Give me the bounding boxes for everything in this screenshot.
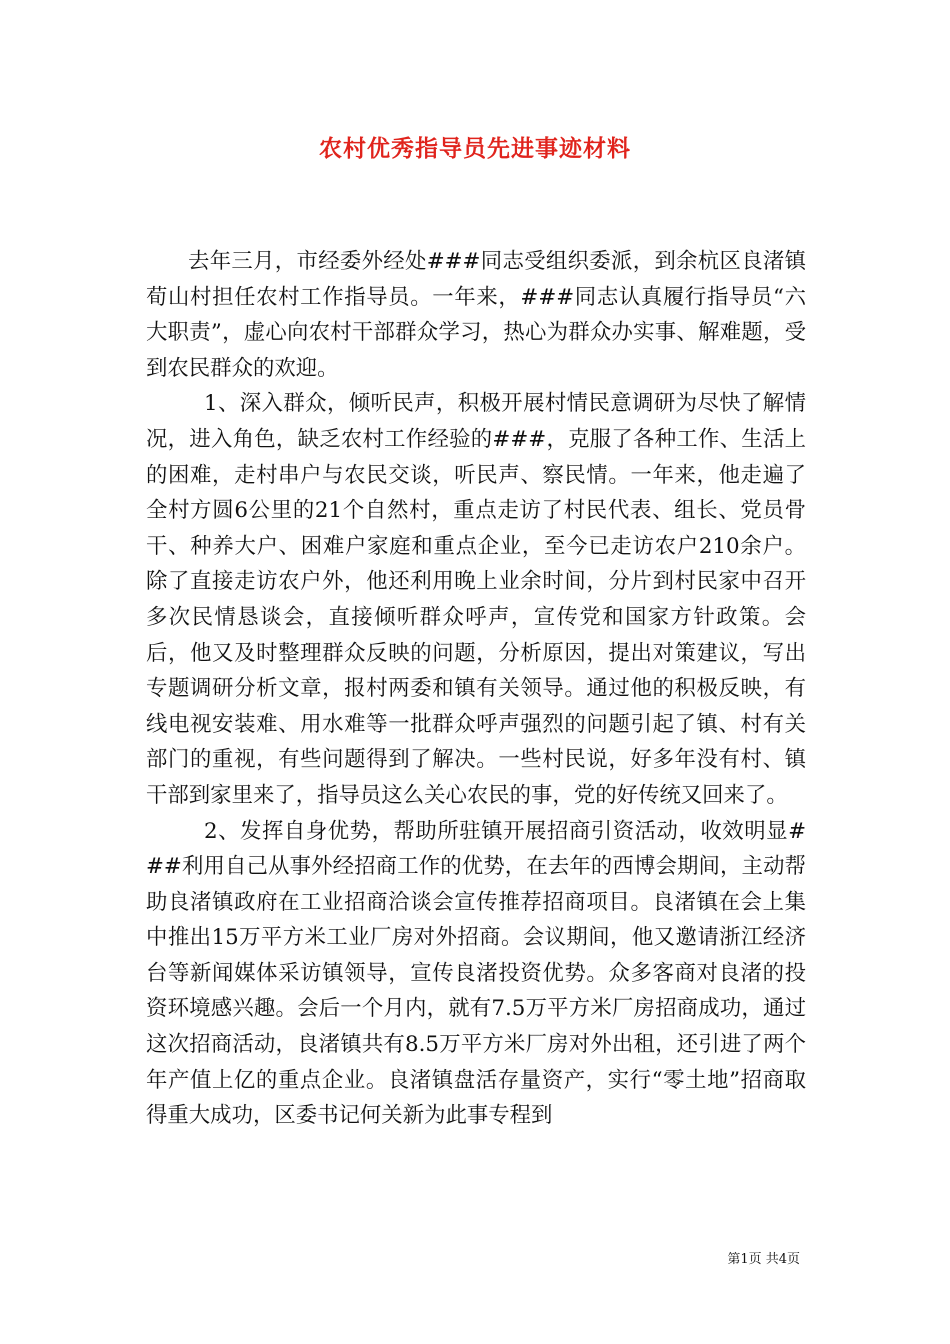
page-number: 第1页 共4页 [727, 1252, 800, 1267]
document-title: 农村优秀指导员先进事迹材料 [319, 135, 631, 162]
paragraph-section-2: 2、发挥自身优势，帮助所驻镇开展招商引资活动，收效明显###利用自己从事外经招商工作的优势，在去年的西博会期间，主动帮助良渚镇政府在工业招商洽谈会宣传推荐招商项目。良渚镇在会上集中推出15万平方米工业厂房对外招商。会议期间，他又邀请浙江经济台等新闻媒体采访镇领导，宣传良渚投资优势。众多客商对良渚的投资环境感兴趣。会后一个月内，就有7.5万平方米厂房招商成功，通过这次招商活动，良渚镇共有8.5万平方米厂房对外出租，还引进了两个年产值上亿的重点企业。良渚镇盘活存量资产，实行“零土地”招商取得重大成功，区委书记何关新为此事专程到 [146, 818, 806, 1129]
paragraph-section-1: 1、深入群众，倾听民声，积极开展村情民意调研为尽快了解情况，进入角色，缺乏农村工作经验的###，克服了各种工作、生活上的困难，走村串户与农民交谈，听民声、察民情。一年来，他走遍了全村方圆6公里的21个自然村，重点走访了村民代表、组长、党员骨干、种养大户、困难户家庭和重点企业，至今已走访农户210余户。除了直接走访农户外，他还利用晚上业余时间，分片到村民家中召开多次民情恳谈会，直接倾听群众呼声，宣传党和国家方针政策。会后，他又及时整理群众反映的问题，分析原因，提出对策建议，写出专题调研分析文章，报村两委和镇有关领导。通过他的积极反映，有线电视安装难、用水难等一批群众呼声强烈的问题引起了镇、村有关部门的重视，有些问题得到了解决。一些村民说，好多年没有村、镇干部到家里来了，指导员这么关心农民的事，党的好传统又回来了。 [146, 391, 806, 808]
paragraph-intro: 去年三月，市经委外经处###同志受组织委派，到余杭区良渚镇荀山村担任农村工作指导员。一年来，###同志认真履行指导员“六大职责”，虚心向农村干部群众学习，热心为群众办实事、解难题，受到农民群众的欢迎。 [146, 249, 806, 381]
document-body [146, 244, 806, 1134]
